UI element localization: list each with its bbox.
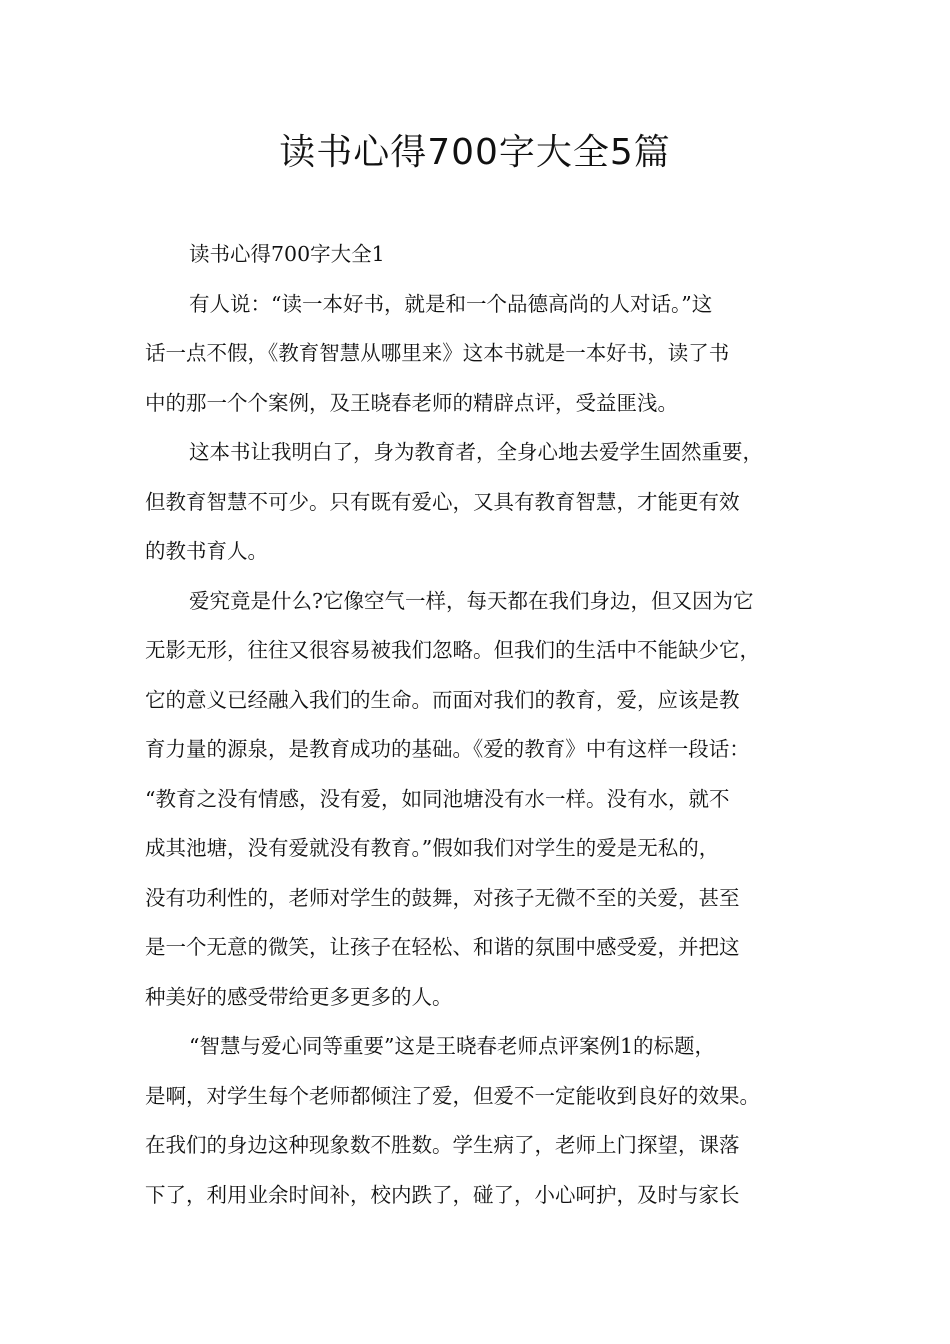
text-line: 话一点不假，《教育智慧从哪里来》这本书就是一本好书，读了书 (145, 341, 730, 365)
text-line: 无影无形，往往又很容易被我们忽略。但我们的生活中不能缺少它， (145, 638, 760, 662)
text-line: 是啊，对学生每个老师都倾注了爱，但爱不一定能收到良好的效果。 (145, 1083, 760, 1108)
text-line: “教育之没有情感，没有爱，如同池塘没有水一样。没有水，就不 (145, 786, 730, 811)
text-line: 有人说：“读一本好书，就是和一个品德高尚的人对话。”这 (189, 291, 713, 316)
text-line: 在我们的身边这种现象数不胜数。学生病了，老师上门探望，课落 (145, 1133, 740, 1157)
text-line: 育力量的源泉，是教育成功的基础。《爱的教育》中有这样一段话： (145, 737, 750, 761)
text-line: 没有功利性的，老师对学生的鼓舞，对孩子无微不至的关爱，甚至 (145, 885, 740, 910)
document-body (145, 230, 805, 1220)
text-line: 中的那一个个案例，及王晓春老师的精辟点评，受益匪浅。 (145, 390, 678, 415)
text-line: 种美好的感受带给更多更多的人。 (145, 984, 453, 1009)
text-line: 下了，利用业余时间补，校内跌了，碰了，小心呵护，及时与家长 (145, 1182, 740, 1207)
text-line: 的教书育人。 (145, 539, 268, 563)
text-line: “智慧与爱心同等重要”这是王晓春老师点评案例1的标题， (189, 1034, 716, 1058)
text-line: 爱究竟是什么?它像空气一样，每天都在我们身边，但又因为它 (189, 588, 754, 613)
document-title: 读书心得700字大全5篇 (279, 132, 671, 173)
section-heading: 读书心得700字大全1 (189, 242, 385, 266)
text-line: 它的意义已经融入我们的生命。而面对我们的教育，爱，应该是教 (145, 687, 740, 712)
text-line: 但教育智慧不可少。只有既有爱心，又具有教育智慧，才能更有效 (145, 489, 740, 514)
text-line: 这本书让我明白了，身为教育者，全身心地去爱学生固然重要， (189, 440, 763, 464)
text-line: 是一个无意的微笑，让孩子在轻松、和谐的氛围中感受爱，并把这 (145, 935, 740, 959)
text-line: 成其池塘，没有爱就没有教育。”假如我们对学生的爱是无私的， (145, 836, 720, 860)
